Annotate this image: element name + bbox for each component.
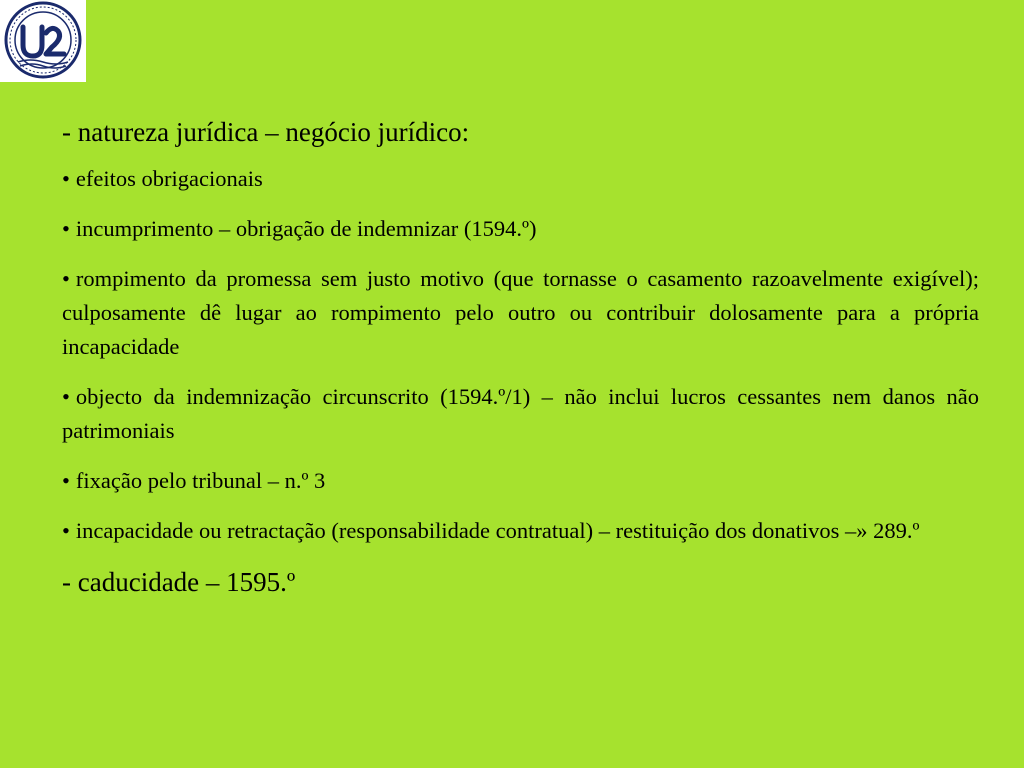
bullet-fixacao — [62, 464, 979, 498]
bullet-text: fixação pelo tribunal – n.º 3 — [75, 468, 326, 493]
bullet-text: objecto da indemnização circunscrito (1594.º/1) – não inclui lucros cessantes nem danos não patrimoniais — [62, 384, 979, 443]
bullet-mark: • — [62, 468, 70, 493]
bullet-mark: • — [62, 166, 70, 191]
heading-caducidade: - caducidade – 1595.º — [62, 567, 296, 597]
bullet-mark: • — [62, 216, 70, 241]
bullet-efeitos — [62, 162, 979, 196]
bullet-text: incapacidade ou retractação (responsabilidade contratual) – restituição dos donativos –» 289.º — [75, 518, 920, 543]
bullet-mark: • — [62, 518, 70, 543]
university-logo — [0, 0, 86, 82]
bullet-mark: • — [62, 266, 70, 291]
heading-natureza-juridica: - natureza jurídica – negócio jurídico: — [62, 117, 470, 147]
bullet-text: efeitos obrigacionais — [75, 166, 263, 191]
bullet-mark: • — [62, 384, 70, 409]
university-seal-icon — [0, 0, 86, 82]
bullet-incapacidade — [62, 514, 979, 548]
bullet-rompimento — [62, 262, 979, 364]
slide-content — [62, 114, 979, 612]
bullet-text: rompimento da promessa sem justo motivo (que tornasse o casamento razoavelmente exigível); culposamente dê lugar ao rompimento pelo outro ou contribuir dolosamente para a própria incapacidade — [62, 266, 979, 359]
bullet-text: incumprimento – obrigação de indemnizar (1594.º) — [75, 216, 537, 241]
bullet-incumprimento — [62, 212, 979, 246]
bullet-objecto — [62, 380, 979, 448]
